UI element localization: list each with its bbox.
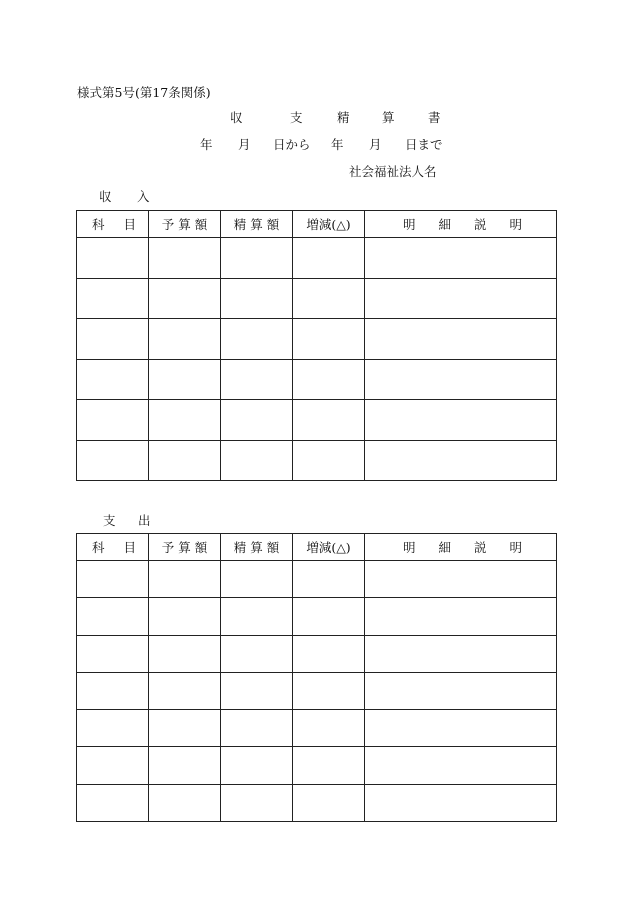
header-subject: [77, 211, 149, 238]
title-char: 書: [428, 110, 441, 125]
period-year-start: 年: [200, 137, 213, 152]
header-change: [293, 211, 365, 238]
header-subject: [77, 534, 149, 561]
expense-settled-cell[interactable]: [221, 561, 293, 598]
income-subject-cell[interactable]: [77, 238, 149, 279]
income-budget-cell[interactable]: [149, 238, 221, 279]
income-table-row: [77, 319, 557, 360]
income-table-row: [77, 440, 557, 481]
income-header-row: [77, 211, 557, 238]
header-detail-char: 明: [403, 540, 416, 555]
income-table: [76, 210, 557, 481]
income-change-cell[interactable]: [293, 238, 365, 279]
header-detail: [365, 211, 557, 238]
expense-budget-cell[interactable]: [149, 598, 221, 635]
header-change: [293, 534, 365, 561]
header-settled-text: 精算額: [233, 540, 284, 555]
title-char: 算: [382, 110, 395, 125]
expense-detail-cell[interactable]: [365, 747, 557, 784]
expense-detail-cell[interactable]: [365, 561, 557, 598]
corporation-name-label: 社会福祉法人名: [349, 164, 437, 179]
header-settled-text: 精算額: [233, 217, 284, 232]
expense-change-cell[interactable]: [293, 710, 365, 747]
period-day-end: 日まで: [405, 137, 443, 152]
expense-change-cell[interactable]: [293, 598, 365, 635]
expense-subject-cell[interactable]: [77, 672, 149, 709]
income-budget-cell[interactable]: [149, 319, 221, 360]
income-settled-cell[interactable]: [221, 278, 293, 319]
income-subject-cell[interactable]: [77, 440, 149, 481]
income-table-row: [77, 278, 557, 319]
income-settled-cell[interactable]: [221, 238, 293, 279]
expense-budget-cell[interactable]: [149, 710, 221, 747]
expense-label-char: 出: [138, 513, 151, 528]
income-settled-cell[interactable]: [221, 319, 293, 360]
income-change-cell[interactable]: [293, 278, 365, 319]
expense-subject-cell[interactable]: [77, 747, 149, 784]
expense-change-cell[interactable]: [293, 747, 365, 784]
income-label-char: 収: [99, 189, 112, 204]
expense-header-row: [77, 534, 557, 561]
header-change-text: 増減(△): [306, 540, 351, 555]
expense-table: [76, 533, 557, 822]
header-subject-char: 目: [123, 217, 136, 232]
income-change-cell[interactable]: [293, 319, 365, 360]
income-subject-cell[interactable]: [77, 359, 149, 400]
form-number: 様式第5号(第17条関係): [77, 85, 211, 100]
header-subject-char: 科: [92, 217, 105, 232]
title-char: 収: [230, 110, 243, 125]
header-budget-text: 予算額: [161, 540, 212, 555]
income-table-row: [77, 400, 557, 441]
expense-subject-cell[interactable]: [77, 561, 149, 598]
period-month-end: 月: [369, 137, 382, 152]
income-subject-cell[interactable]: [77, 319, 149, 360]
income-detail-cell[interactable]: [365, 359, 557, 400]
expense-detail-cell[interactable]: [365, 710, 557, 747]
expense-settled-cell[interactable]: [221, 635, 293, 672]
period-year-end: 年: [331, 137, 344, 152]
header-budget-text: 予算額: [161, 217, 212, 232]
header-subject-char: 目: [123, 540, 136, 555]
expense-table-row: [77, 561, 557, 598]
income-change-cell[interactable]: [293, 400, 365, 441]
expense-detail-cell[interactable]: [365, 672, 557, 709]
header-detail: [365, 534, 557, 561]
income-detail-cell[interactable]: [365, 440, 557, 481]
expense-subject-cell[interactable]: [77, 710, 149, 747]
expense-budget-cell[interactable]: [149, 747, 221, 784]
expense-label-char: 支: [103, 513, 116, 528]
expense-change-cell[interactable]: [293, 784, 365, 821]
header-budget: [149, 534, 221, 561]
income-detail-cell[interactable]: [365, 319, 557, 360]
expense-change-cell[interactable]: [293, 635, 365, 672]
expense-settled-cell[interactable]: [221, 672, 293, 709]
income-detail-cell[interactable]: [365, 238, 557, 279]
header-detail-char: 説: [473, 540, 487, 555]
expense-table-row: [77, 747, 557, 784]
income-detail-cell[interactable]: [365, 278, 557, 319]
expense-subject-cell[interactable]: [77, 784, 149, 821]
header-subject-char: 科: [92, 540, 105, 555]
income-subject-cell[interactable]: [77, 400, 149, 441]
period-month-start: 月: [238, 137, 251, 152]
expense-table-row: [77, 635, 557, 672]
expense-change-cell[interactable]: [293, 672, 365, 709]
header-detail-char: 明: [509, 540, 522, 555]
period-day-start: 日から: [273, 137, 311, 152]
expense-settled-cell[interactable]: [221, 710, 293, 747]
expense-table-row: [77, 598, 557, 635]
income-detail-cell[interactable]: [365, 400, 557, 441]
income-settled-cell[interactable]: [221, 400, 293, 441]
expense-detail-cell[interactable]: [365, 784, 557, 821]
expense-subject-cell[interactable]: [77, 598, 149, 635]
expense-budget-cell[interactable]: [149, 784, 221, 821]
header-detail-char: 明: [509, 217, 522, 232]
income-subject-cell[interactable]: [77, 278, 149, 319]
expense-budget-cell[interactable]: [149, 635, 221, 672]
income-budget-cell[interactable]: [149, 400, 221, 441]
expense-table-row: [77, 710, 557, 747]
expense-table-row: [77, 784, 557, 821]
header-settled: [221, 534, 293, 561]
expense-table-row: [77, 672, 557, 709]
income-table-body: [77, 238, 557, 481]
expense-subject-cell[interactable]: [77, 635, 149, 672]
header-detail-char: 説: [473, 217, 487, 232]
expense-budget-cell[interactable]: [149, 561, 221, 598]
header-change-text: 増減(△): [306, 217, 351, 232]
income-change-cell[interactable]: [293, 359, 365, 400]
expense-change-cell[interactable]: [293, 561, 365, 598]
expense-settled-cell[interactable]: [221, 747, 293, 784]
header-detail-char: 細: [438, 540, 451, 555]
income-settled-cell[interactable]: [221, 440, 293, 481]
header-budget: [149, 211, 221, 238]
income-settled-cell[interactable]: [221, 359, 293, 400]
expense-budget-cell[interactable]: [149, 672, 221, 709]
income-change-cell[interactable]: [293, 440, 365, 481]
income-budget-cell[interactable]: [149, 440, 221, 481]
income-budget-cell[interactable]: [149, 359, 221, 400]
income-label-char: 入: [137, 189, 150, 204]
title-char: 精: [337, 110, 350, 125]
income-budget-cell[interactable]: [149, 278, 221, 319]
expense-detail-cell[interactable]: [365, 598, 557, 635]
expense-table-body: [77, 561, 557, 822]
header-detail-char: 細: [438, 217, 451, 232]
expense-settled-cell[interactable]: [221, 784, 293, 821]
income-table-row: [77, 238, 557, 279]
expense-settled-cell[interactable]: [221, 598, 293, 635]
title-char: 支: [290, 110, 303, 125]
expense-detail-cell[interactable]: [365, 635, 557, 672]
income-table-row: [77, 359, 557, 400]
header-settled: [221, 211, 293, 238]
header-detail-char: 明: [403, 217, 416, 232]
